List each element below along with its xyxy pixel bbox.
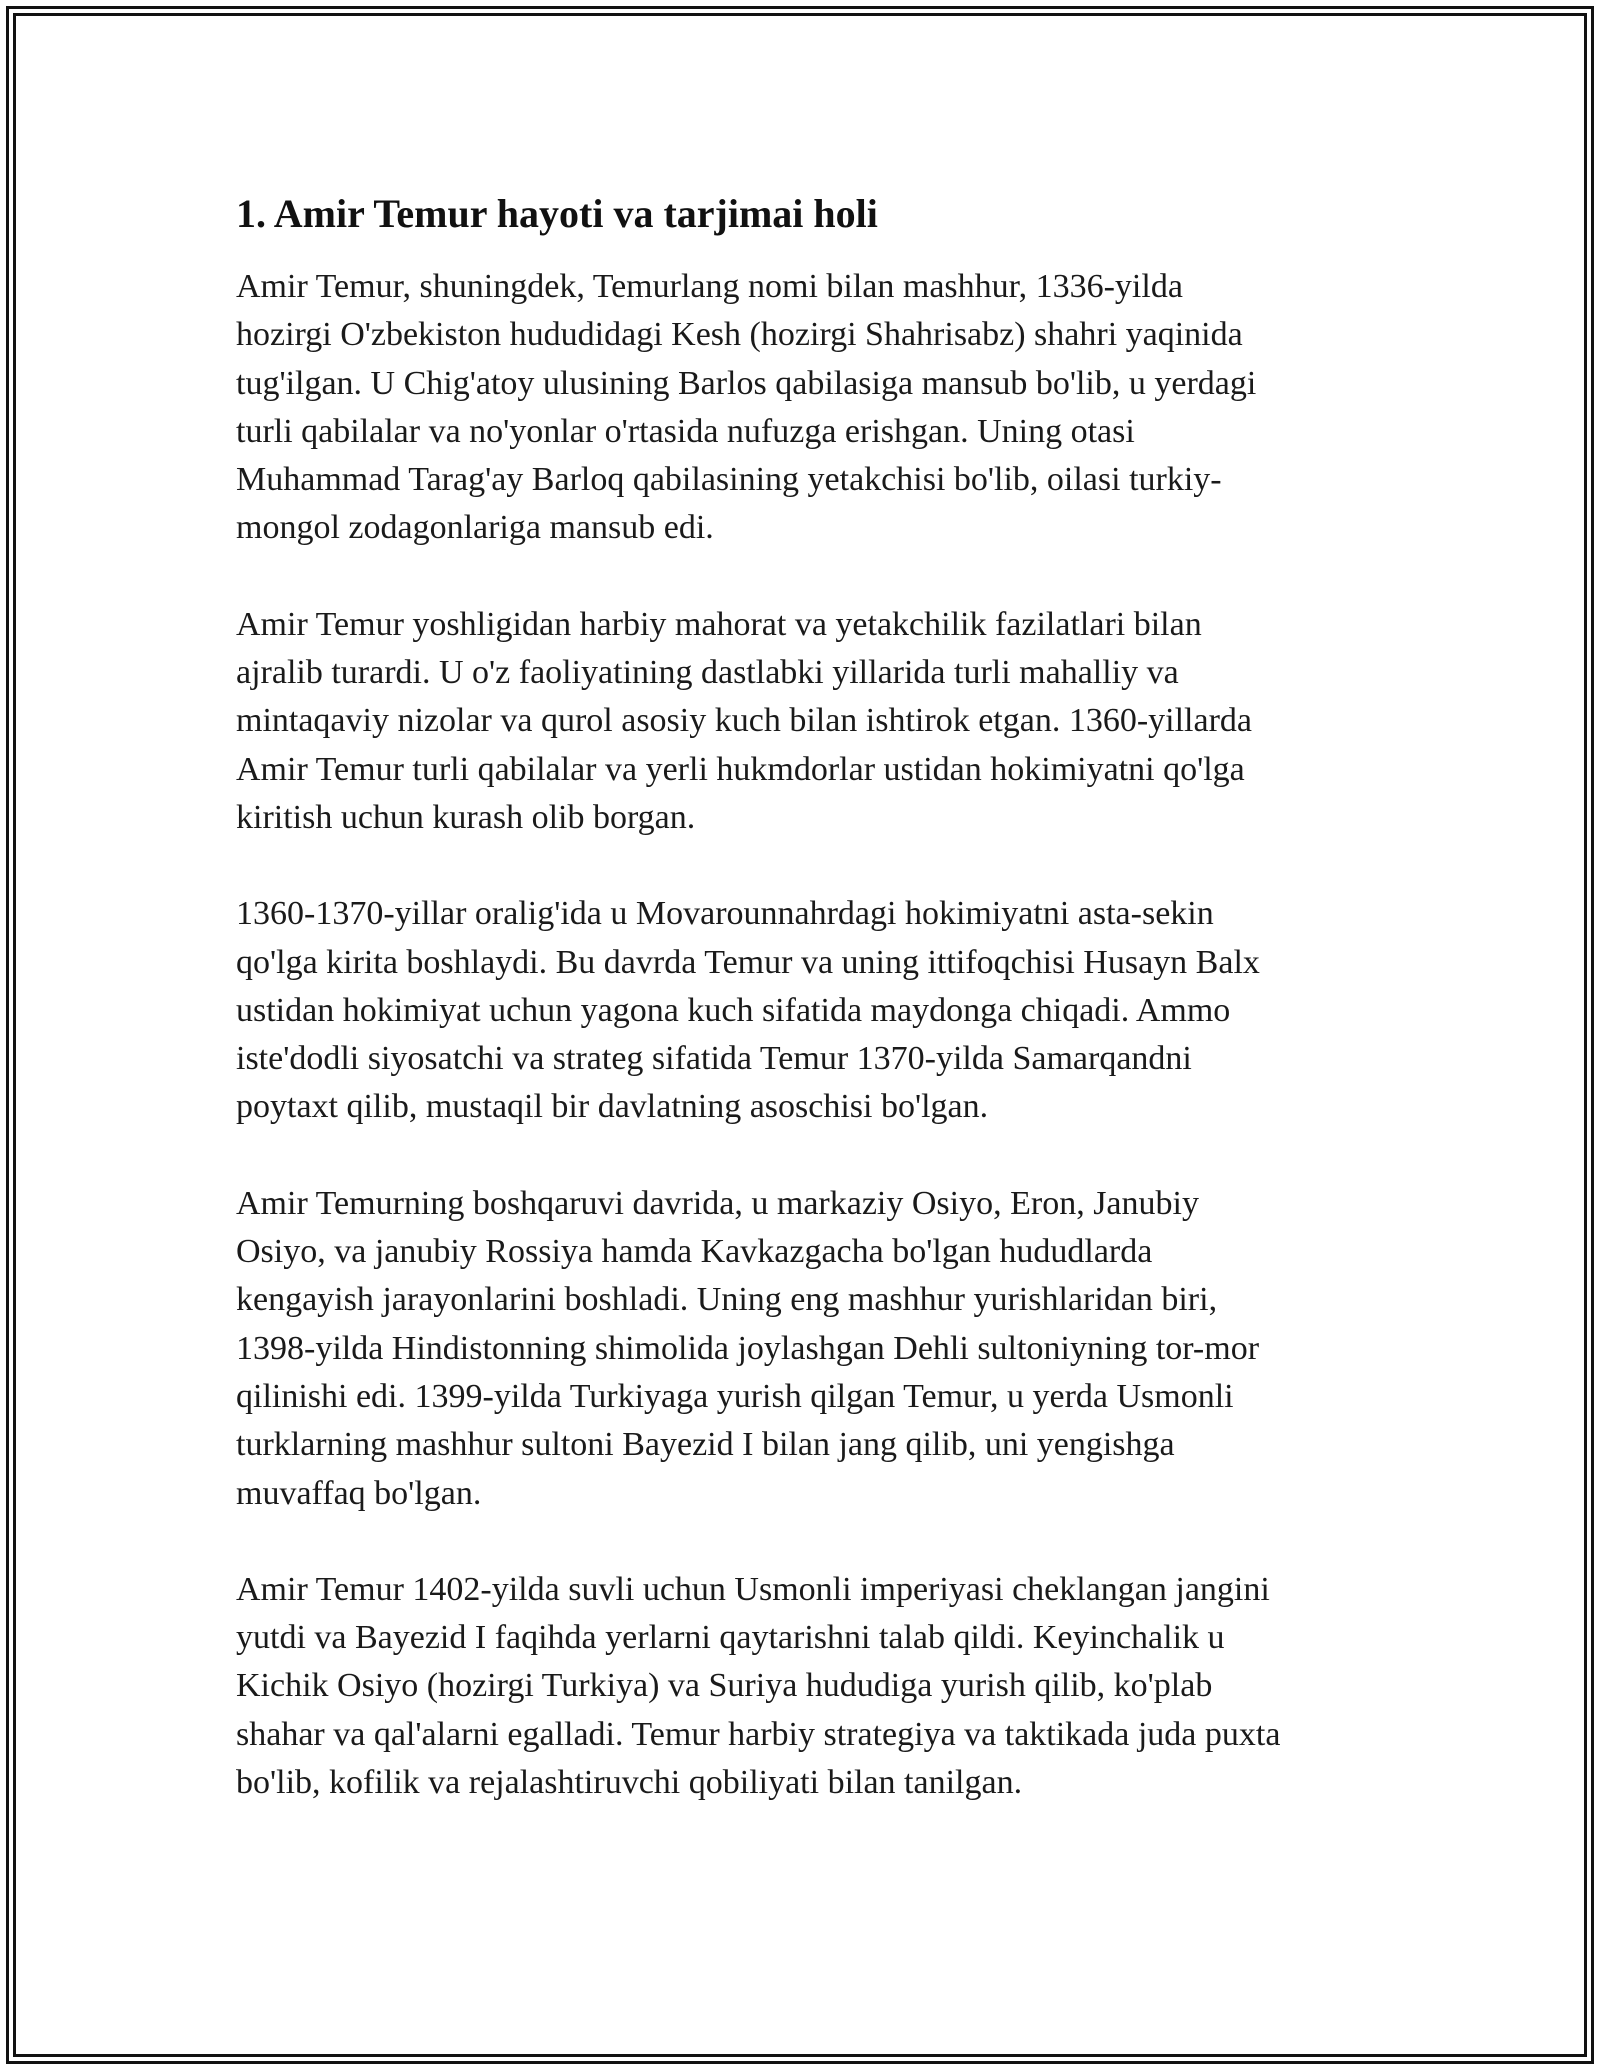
text-line: Kichik Osiyo (hozirgi Turkiya) va Suriya hududiga yurish qilib, ko'plab	[236, 1667, 1213, 1705]
text-line: hozirgi O'zbekiston hududidagi Kesh (hozirgi Shahrisabz) shahri yaqinida	[236, 316, 1243, 354]
paragraph-2	[236, 601, 1386, 842]
paragraph-1	[236, 263, 1386, 553]
text-line: ustidan hokimiyat uchun yagona kuch sifatida maydonga chiqadi. Ammo	[236, 991, 1231, 1029]
text-line: bo'lib, kofilik va rejalashtiruvchi qobiliyati bilan tanilgan.	[236, 1764, 1023, 1802]
text-line: yutdi va Bayezid I faqihda yerlarni qaytarishni talab qildi. Keyinchalik u	[236, 1619, 1225, 1657]
text-line: qo'lga kirita boshlaydi. Bu davrda Temur va uning ittifoqchisi Husayn Balx	[236, 943, 1260, 981]
text-line: Muhammad Tarag'ay Barloq qabilasining yetakchisi bo'lib, oilasi turkiy-	[236, 461, 1222, 499]
paragraph-4	[236, 1180, 1386, 1518]
text-line: iste'dodli siyosatchi va strateg sifatida Temur 1370-yilda Samarqandni	[236, 1040, 1192, 1078]
text-line: poytaxt qilib, mustaqil bir davlatning asoschisi bo'lgan.	[236, 1088, 989, 1126]
text-line: tug'ilgan. U Chig'atoy ulusining Barlos qabilasiga mansub bo'lib, u yerdagi	[236, 364, 1257, 402]
text-line: Amir Temur yoshligidan harbiy mahorat va yetakchilik fazilatlari bilan	[236, 605, 1202, 643]
text-line: kiritish uchun kurash olib borgan.	[236, 798, 696, 836]
text-line: muvaffaq bo'lgan.	[236, 1474, 482, 1512]
text-line: 1398-yilda Hindistonning shimolida joylashgan Dehli sultoniyning tor-mor	[236, 1329, 1260, 1367]
text-line: Amir Temur turli qabilalar va yerli hukmdorlar ustidan hokimiyatni qo'lga	[236, 750, 1245, 788]
text-line: turli qabilalar va no'yonlar o'rtasida nufuzga erishgan. Uning otasi	[236, 412, 1135, 450]
text-line: mintaqaviy nizolar va qurol asosiy kuch bilan ishtirok etgan. 1360-yillarda	[236, 702, 1252, 740]
text-line: turklarning mashhur sultoni Bayezid I bilan jang qilib, uni yengishga	[236, 1426, 1175, 1464]
text-line: shahar va qal'alarni egalladi. Temur harbiy strategiya va taktikada juda puxta	[236, 1715, 1281, 1753]
text-line: qilinishi edi. 1399-yilda Turkiyaga yurish qilgan Temur, u yerda Usmonli	[236, 1377, 1234, 1415]
text-line: Amir Temurning boshqaruvi davrida, u markaziy Osiyo, Eron, Janubiy	[236, 1184, 1199, 1222]
text-line: Amir Temur 1402-yilda suvli uchun Usmonli imperiyasi cheklangan jangini	[236, 1570, 1270, 1608]
text-line: Osiyo, va janubiy Rossiya hamda Kavkazgacha bo'lgan hududlarda	[236, 1233, 1153, 1271]
text-line: mongol zodagonlariga mansub edi.	[236, 509, 714, 547]
document-body	[236, 186, 1386, 1855]
text-line: kengayish jarayonlarini boshladi. Uning eng mashhur yurishlaridan biri,	[236, 1281, 1218, 1319]
text-line: 1360-1370-yillar oralig'ida u Movarounnahrdagi hokimiyatni asta-sekin	[236, 895, 1214, 933]
text-line: ajralib turardi. U o'z faoliyatining dastlabki yillarida turli mahalliy va	[236, 654, 1179, 692]
paragraph-5	[236, 1566, 1386, 1807]
text-line: Amir Temur, shuningdek, Temurlang nomi bilan mashhur, 1336-yilda	[236, 268, 1183, 305]
section-heading: 1. Amir Temur hayoti va tarjimai holi	[236, 191, 878, 236]
paragraph-3	[236, 890, 1386, 1131]
